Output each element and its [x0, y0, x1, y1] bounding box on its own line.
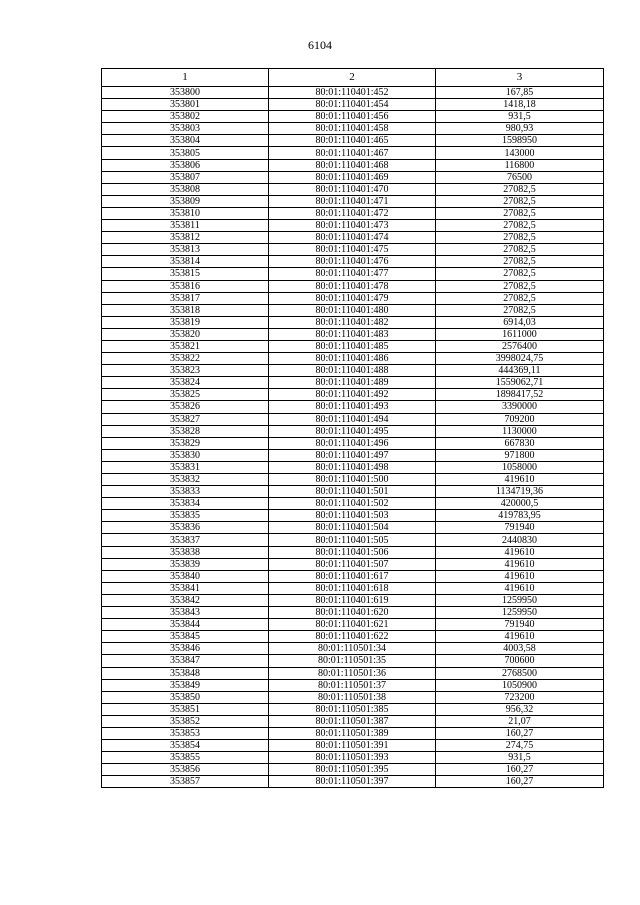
row-number-cell: 353818 — [102, 304, 269, 316]
cadastral-number-cell: 80:01:110401:497 — [269, 449, 436, 461]
row-number-cell: 353811 — [102, 220, 269, 232]
row-number-cell: 353807 — [102, 171, 269, 183]
row-number-cell: 353839 — [102, 558, 269, 570]
value-cell: 420000,5 — [436, 498, 604, 510]
cadastral-number-cell: 80:01:110401:483 — [269, 328, 436, 340]
column-header-2: 2 — [269, 69, 436, 87]
cadastral-number-cell: 80:01:110401:470 — [269, 183, 436, 195]
value-cell: 6914,03 — [436, 316, 604, 328]
table-row — [102, 256, 604, 268]
table-row — [102, 594, 604, 606]
cadastral-number-cell: 80:01:110501:395 — [269, 764, 436, 776]
row-number-cell: 353815 — [102, 268, 269, 280]
cadastral-number-cell: 80:01:110501:389 — [269, 727, 436, 739]
value-cell: 1559062,71 — [436, 377, 604, 389]
row-number-cell: 353838 — [102, 546, 269, 558]
value-cell: 27082,5 — [436, 268, 604, 280]
value-cell: 980,93 — [436, 123, 604, 135]
value-cell: 27082,5 — [436, 280, 604, 292]
value-cell: 27082,5 — [436, 256, 604, 268]
table-row — [102, 183, 604, 195]
value-cell: 956,32 — [436, 703, 604, 715]
table-row — [102, 425, 604, 437]
row-number-cell: 353804 — [102, 135, 269, 147]
cadastral-number-cell: 80:01:110401:618 — [269, 582, 436, 594]
value-cell: 2440830 — [436, 534, 604, 546]
cadastral-number-cell: 80:01:110401:507 — [269, 558, 436, 570]
value-cell: 419610 — [436, 474, 604, 486]
cadastral-number-cell: 80:01:110401:501 — [269, 486, 436, 498]
value-cell: 3390000 — [436, 401, 604, 413]
table-row — [102, 667, 604, 679]
table-row — [102, 389, 604, 401]
row-number-cell: 353840 — [102, 570, 269, 582]
table-row — [102, 280, 604, 292]
value-cell: 444369,11 — [436, 365, 604, 377]
table-row — [102, 316, 604, 328]
table-body — [102, 87, 604, 788]
value-cell: 1134719,36 — [436, 486, 604, 498]
row-number-cell: 353814 — [102, 256, 269, 268]
value-cell: 791940 — [436, 619, 604, 631]
cadastral-number-cell: 80:01:110401:622 — [269, 631, 436, 643]
table-row — [102, 413, 604, 425]
row-number-cell: 353828 — [102, 425, 269, 437]
cadastral-number-cell: 80:01:110401:452 — [269, 87, 436, 99]
table-row — [102, 510, 604, 522]
row-number-cell: 353846 — [102, 643, 269, 655]
cadastral-number-cell: 80:01:110501:385 — [269, 703, 436, 715]
cadastral-number-cell: 80:01:110401:467 — [269, 147, 436, 159]
row-number-cell: 353832 — [102, 474, 269, 486]
cadastral-number-cell: 80:01:110401:503 — [269, 510, 436, 522]
row-number-cell: 353813 — [102, 244, 269, 256]
row-number-cell: 353841 — [102, 582, 269, 594]
value-cell: 419610 — [436, 631, 604, 643]
cadastral-number-cell: 80:01:110401:498 — [269, 461, 436, 473]
table-row — [102, 401, 604, 413]
table-row — [102, 752, 604, 764]
cadastral-number-cell: 80:01:110401:485 — [269, 340, 436, 352]
row-number-cell: 353834 — [102, 498, 269, 510]
cadastral-number-cell: 80:01:110401:478 — [269, 280, 436, 292]
value-cell: 27082,5 — [436, 244, 604, 256]
row-number-cell: 353827 — [102, 413, 269, 425]
table-row — [102, 437, 604, 449]
value-cell: 419610 — [436, 570, 604, 582]
page-number: 6104 — [308, 38, 332, 52]
row-number-cell: 353853 — [102, 727, 269, 739]
table-row — [102, 461, 604, 473]
table-row — [102, 619, 604, 631]
cadastral-number-cell: 80:01:110401:506 — [269, 546, 436, 558]
row-number-cell: 353848 — [102, 667, 269, 679]
value-cell: 27082,5 — [436, 220, 604, 232]
cadastral-number-cell: 80:01:110501:391 — [269, 740, 436, 752]
cadastral-number-cell: 80:01:110401:474 — [269, 232, 436, 244]
table-row — [102, 655, 604, 667]
value-cell: 27082,5 — [436, 232, 604, 244]
table-row — [102, 776, 604, 788]
cadastral-number-cell: 80:01:110501:393 — [269, 752, 436, 764]
table-row — [102, 570, 604, 582]
cadastral-number-cell: 80:01:110401:621 — [269, 619, 436, 631]
table-row — [102, 715, 604, 727]
cadastral-number-cell: 80:01:110401:496 — [269, 437, 436, 449]
row-number-cell: 353829 — [102, 437, 269, 449]
table-row — [102, 522, 604, 534]
value-cell: 1418,18 — [436, 99, 604, 111]
value-cell: 27082,5 — [436, 304, 604, 316]
row-number-cell: 353847 — [102, 655, 269, 667]
row-number-cell: 353823 — [102, 365, 269, 377]
table-row — [102, 449, 604, 461]
cadastral-number-cell: 80:01:110401:500 — [269, 474, 436, 486]
table-row — [102, 123, 604, 135]
row-number-cell: 353824 — [102, 377, 269, 389]
value-cell: 419783,95 — [436, 510, 604, 522]
cadastral-number-cell: 80:01:110501:35 — [269, 655, 436, 667]
cadastral-number-cell: 80:01:110501:38 — [269, 691, 436, 703]
row-number-cell: 353835 — [102, 510, 269, 522]
table-row — [102, 365, 604, 377]
table-row — [102, 498, 604, 510]
value-cell: 27082,5 — [436, 292, 604, 304]
value-cell: 791940 — [436, 522, 604, 534]
cadastral-number-cell: 80:01:110401:476 — [269, 256, 436, 268]
cadastral-number-cell: 80:01:110401:619 — [269, 594, 436, 606]
row-number-cell: 353831 — [102, 461, 269, 473]
table-row — [102, 534, 604, 546]
value-cell: 931,5 — [436, 752, 604, 764]
table-row — [102, 147, 604, 159]
table-row — [102, 377, 604, 389]
table-row — [102, 631, 604, 643]
table-row — [102, 607, 604, 619]
row-number-cell: 353817 — [102, 292, 269, 304]
table-row — [102, 703, 604, 715]
value-cell: 1598950 — [436, 135, 604, 147]
value-cell: 27082,5 — [436, 207, 604, 219]
table-row — [102, 268, 604, 280]
value-cell: 76500 — [436, 171, 604, 183]
table-row — [102, 292, 604, 304]
value-cell: 1898417,52 — [436, 389, 604, 401]
row-number-cell: 353802 — [102, 111, 269, 123]
row-number-cell: 353806 — [102, 159, 269, 171]
cadastral-number-cell: 80:01:110501:37 — [269, 679, 436, 691]
column-header-3: 3 — [436, 69, 604, 87]
cadastral-number-cell: 80:01:110501:387 — [269, 715, 436, 727]
row-number-cell: 353826 — [102, 401, 269, 413]
row-number-cell: 353808 — [102, 183, 269, 195]
cadastral-number-cell: 80:01:110401:472 — [269, 207, 436, 219]
value-cell: 1259950 — [436, 594, 604, 606]
row-number-cell: 353803 — [102, 123, 269, 135]
table-row — [102, 304, 604, 316]
column-header-1: 1 — [102, 69, 269, 87]
cadastral-number-cell: 80:01:110401:454 — [269, 99, 436, 111]
value-cell: 1611000 — [436, 328, 604, 340]
row-number-cell: 353855 — [102, 752, 269, 764]
cadastral-number-cell: 80:01:110401:504 — [269, 522, 436, 534]
value-cell: 27082,5 — [436, 183, 604, 195]
value-cell: 667830 — [436, 437, 604, 449]
cadastral-number-cell: 80:01:110401:471 — [269, 195, 436, 207]
value-cell: 1050900 — [436, 679, 604, 691]
row-number-cell: 353836 — [102, 522, 269, 534]
row-number-cell: 353810 — [102, 207, 269, 219]
row-number-cell: 353833 — [102, 486, 269, 498]
value-cell: 419610 — [436, 546, 604, 558]
row-number-cell: 353857 — [102, 776, 269, 788]
value-cell: 160,27 — [436, 776, 604, 788]
row-number-cell: 353849 — [102, 679, 269, 691]
table-row — [102, 159, 604, 171]
value-cell: 27082,5 — [436, 195, 604, 207]
value-cell: 1058000 — [436, 461, 604, 473]
row-number-cell: 353842 — [102, 594, 269, 606]
row-number-cell: 353845 — [102, 631, 269, 643]
cadastral-number-cell: 80:01:110401:465 — [269, 135, 436, 147]
value-cell: 931,5 — [436, 111, 604, 123]
cadastral-number-cell: 80:01:110501:36 — [269, 667, 436, 679]
table-row — [102, 99, 604, 111]
cadastral-number-cell: 80:01:110401:620 — [269, 607, 436, 619]
cadastral-number-cell: 80:01:110401:469 — [269, 171, 436, 183]
header-row — [102, 69, 604, 87]
row-number-cell: 353837 — [102, 534, 269, 546]
table-row — [102, 764, 604, 776]
value-cell: 1130000 — [436, 425, 604, 437]
cadastral-number-cell: 80:01:110401:493 — [269, 401, 436, 413]
value-cell: 274,75 — [436, 740, 604, 752]
cadastral-number-cell: 80:01:110401:473 — [269, 220, 436, 232]
row-number-cell: 353812 — [102, 232, 269, 244]
value-cell: 2768500 — [436, 667, 604, 679]
cadastral-number-cell: 80:01:110401:486 — [269, 353, 436, 365]
value-cell: 971800 — [436, 449, 604, 461]
row-number-cell: 353830 — [102, 449, 269, 461]
cadastral-number-cell: 80:01:110501:34 — [269, 643, 436, 655]
table-row — [102, 691, 604, 703]
table-row — [102, 474, 604, 486]
row-number-cell: 353800 — [102, 87, 269, 99]
cadastral-number-cell: 80:01:110401:482 — [269, 316, 436, 328]
row-number-cell: 353851 — [102, 703, 269, 715]
table-row — [102, 558, 604, 570]
value-cell: 160,27 — [436, 764, 604, 776]
table-row — [102, 740, 604, 752]
table-row — [102, 135, 604, 147]
value-cell: 4003,58 — [436, 643, 604, 655]
cadastral-number-cell: 80:01:110401:489 — [269, 377, 436, 389]
cadastral-number-cell: 80:01:110401:458 — [269, 123, 436, 135]
value-cell: 2576400 — [436, 340, 604, 352]
table-row — [102, 353, 604, 365]
value-cell: 709200 — [436, 413, 604, 425]
cadastral-number-cell: 80:01:110401:480 — [269, 304, 436, 316]
cadastral-number-cell: 80:01:110501:397 — [269, 776, 436, 788]
value-cell: 21,07 — [436, 715, 604, 727]
table-row — [102, 220, 604, 232]
table-row — [102, 486, 604, 498]
table-row — [102, 232, 604, 244]
value-cell: 700600 — [436, 655, 604, 667]
table-row — [102, 111, 604, 123]
table-row — [102, 87, 604, 99]
cadastral-number-cell: 80:01:110401:468 — [269, 159, 436, 171]
cadastral-number-cell: 80:01:110401:475 — [269, 244, 436, 256]
table-row — [102, 207, 604, 219]
cadastral-number-cell: 80:01:110401:477 — [269, 268, 436, 280]
value-cell: 116800 — [436, 159, 604, 171]
table-row — [102, 643, 604, 655]
row-number-cell: 353819 — [102, 316, 269, 328]
table-row — [102, 340, 604, 352]
row-number-cell: 353854 — [102, 740, 269, 752]
value-cell: 419610 — [436, 558, 604, 570]
cadastral-number-cell: 80:01:110401:456 — [269, 111, 436, 123]
row-number-cell: 353844 — [102, 619, 269, 631]
cadastral-number-cell: 80:01:110401:479 — [269, 292, 436, 304]
cadastral-number-cell: 80:01:110401:488 — [269, 365, 436, 377]
row-number-cell: 353856 — [102, 764, 269, 776]
table-header — [102, 69, 604, 87]
table-row — [102, 195, 604, 207]
row-number-cell: 353843 — [102, 607, 269, 619]
table-row — [102, 727, 604, 739]
cadastral-number-cell: 80:01:110401:494 — [269, 413, 436, 425]
table-row — [102, 582, 604, 594]
value-cell: 3998024,75 — [436, 353, 604, 365]
row-number-cell: 353805 — [102, 147, 269, 159]
table-row — [102, 244, 604, 256]
row-number-cell: 353822 — [102, 353, 269, 365]
row-number-cell: 353816 — [102, 280, 269, 292]
row-number-cell: 353820 — [102, 328, 269, 340]
row-number-cell: 353821 — [102, 340, 269, 352]
row-number-cell: 353801 — [102, 99, 269, 111]
cadastral-number-cell: 80:01:110401:492 — [269, 389, 436, 401]
cadastral-number-cell: 80:01:110401:502 — [269, 498, 436, 510]
value-cell: 143000 — [436, 147, 604, 159]
value-cell: 160,27 — [436, 727, 604, 739]
data-table — [101, 68, 604, 788]
cadastral-number-cell: 80:01:110401:505 — [269, 534, 436, 546]
value-cell: 723200 — [436, 691, 604, 703]
table-row — [102, 679, 604, 691]
table-row — [102, 546, 604, 558]
row-number-cell: 353809 — [102, 195, 269, 207]
cadastral-number-cell: 80:01:110401:617 — [269, 570, 436, 582]
row-number-cell: 353850 — [102, 691, 269, 703]
value-cell: 167,85 — [436, 87, 604, 99]
value-cell: 1259950 — [436, 607, 604, 619]
value-cell: 419610 — [436, 582, 604, 594]
row-number-cell: 353825 — [102, 389, 269, 401]
table-row — [102, 171, 604, 183]
table-row — [102, 328, 604, 340]
row-number-cell: 353852 — [102, 715, 269, 727]
cadastral-number-cell: 80:01:110401:495 — [269, 425, 436, 437]
